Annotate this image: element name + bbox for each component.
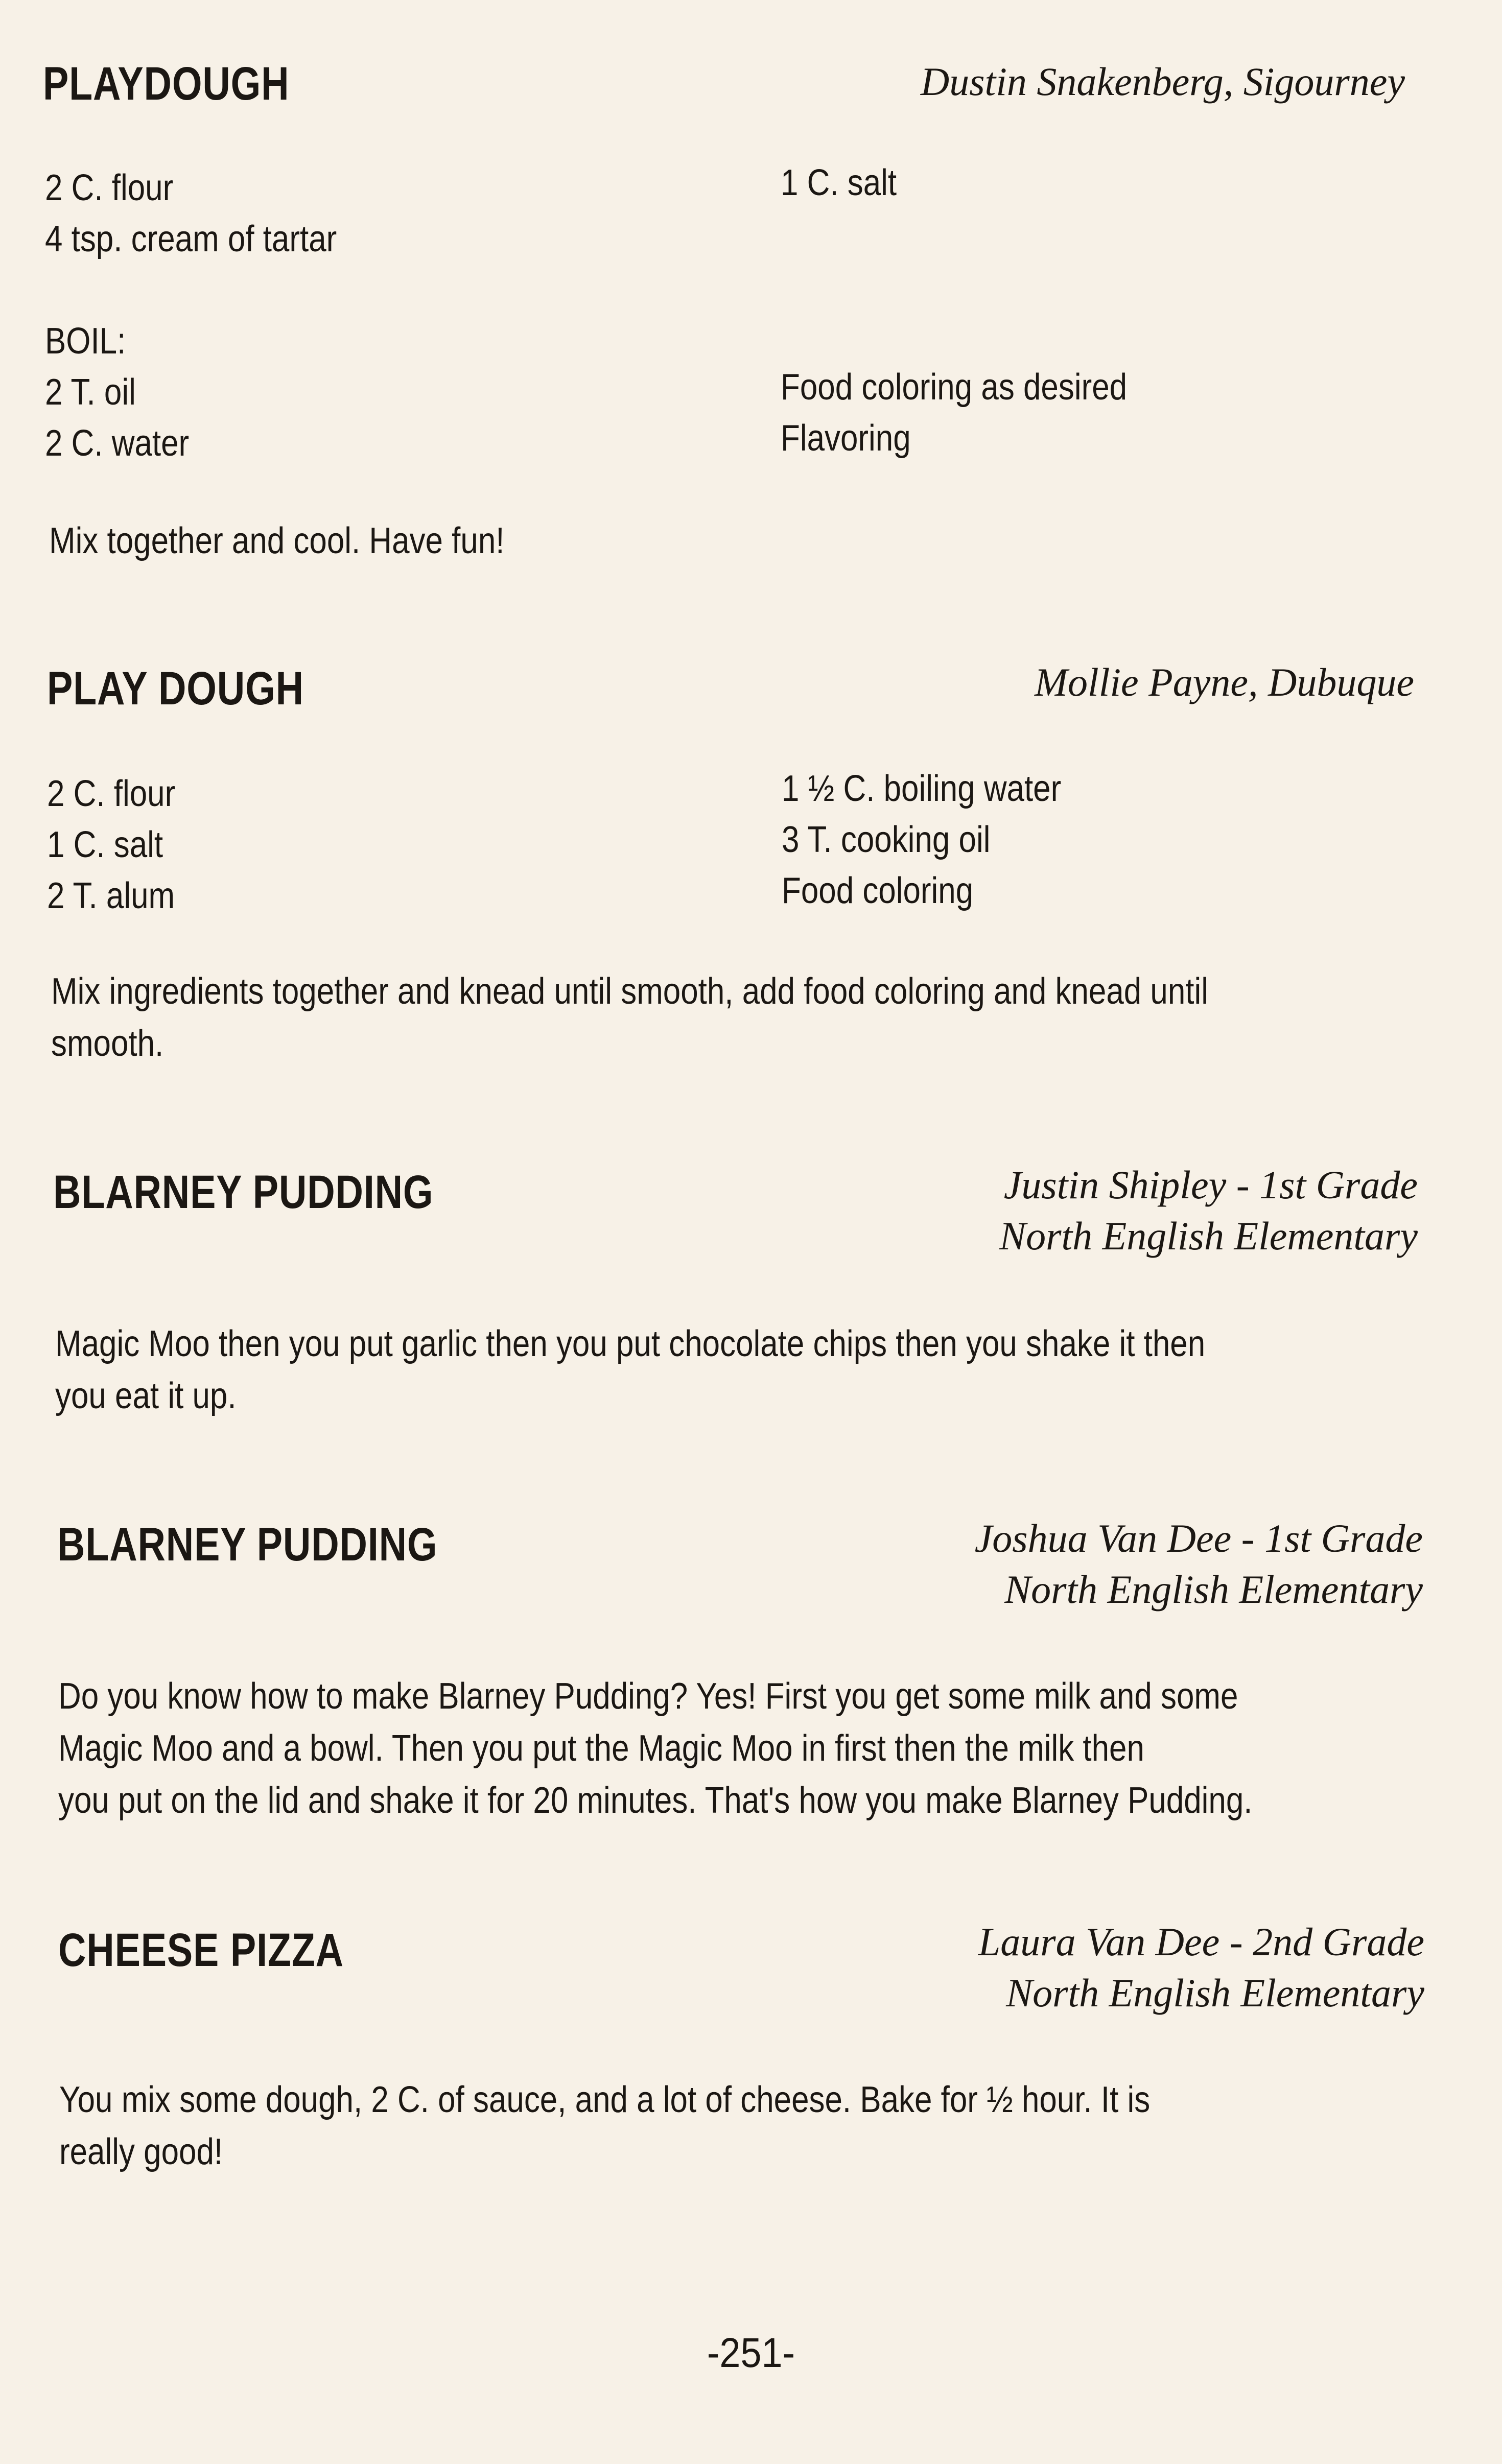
instruction-line: Magic Moo then you put garlic then you put chocolate chips then you shake it then bbox=[55, 1323, 1206, 1364]
ingredients-left bbox=[47, 768, 175, 921]
ingredient bbox=[781, 259, 1127, 311]
instruction-line: you put on the lid and shake it for 20 minutes. That's how you make Blarney Pudding. bbox=[58, 1780, 1253, 1821]
ingredient: 2 C. flour bbox=[45, 168, 174, 208]
recipe-instructions bbox=[49, 515, 504, 567]
recipe-instructions bbox=[59, 2074, 1150, 2178]
recipe-title: PLAY DOUGH bbox=[47, 662, 304, 715]
ingredient: Flavoring bbox=[781, 418, 911, 459]
author-line: Justin Shipley - 1st Grade bbox=[1003, 1163, 1418, 1207]
instruction-line: Magic Moo and a bowl. Then you put the Magic Moo in first then the milk then bbox=[58, 1728, 1144, 1769]
instruction-line: you eat it up. bbox=[55, 1376, 237, 1416]
recipe-author bbox=[921, 56, 1405, 107]
instruction-line: Do you know how to make Blarney Pudding? Yes! First you get some milk and some bbox=[58, 1676, 1238, 1717]
ingredient: 4 tsp. cream of tartar bbox=[45, 219, 337, 259]
ingredient: 1 C. salt bbox=[781, 162, 897, 203]
recipe-title: BLARNEY PUDDING bbox=[53, 1166, 434, 1218]
instruction-line: really good! bbox=[59, 2131, 223, 2172]
ingredient bbox=[781, 208, 1127, 259]
ingredient: 2 C. flour bbox=[47, 773, 176, 814]
recipe-author bbox=[975, 1513, 1423, 1615]
recipe-instructions bbox=[51, 965, 1208, 1070]
ingredient bbox=[781, 311, 1127, 362]
author-line: Dustin Snakenberg, Sigourney bbox=[920, 59, 1405, 104]
recipe-instructions bbox=[55, 1318, 1205, 1422]
author-line: Mollie Payne, Dubuque bbox=[1035, 660, 1414, 704]
author-line: Joshua Van Dee - 1st Grade bbox=[974, 1516, 1423, 1560]
recipe-author bbox=[1035, 657, 1414, 708]
recipe-author bbox=[999, 1159, 1418, 1262]
author-line: North English Elementary bbox=[1004, 1567, 1423, 1612]
author-line: North English Elementary bbox=[1006, 1971, 1424, 2015]
recipe-title: PLAYDOUGH bbox=[43, 58, 290, 110]
ingredient: 1 C. salt bbox=[47, 824, 163, 865]
ingredient: 3 T. cooking oil bbox=[782, 819, 991, 860]
ingredient: Food coloring as desired bbox=[781, 367, 1128, 408]
instruction-line: Mix ingredients together and knead until smooth, add food coloring and knead until bbox=[51, 971, 1209, 1012]
ingredient: 2 C. water bbox=[45, 423, 190, 464]
instruction-line: Mix together and cool. Have fun! bbox=[49, 520, 505, 561]
ingredients-right bbox=[781, 157, 1127, 464]
ingredients-right bbox=[782, 763, 1061, 916]
page-number: -251- bbox=[707, 2330, 795, 2376]
recipe-title: BLARNEY PUDDING bbox=[57, 1519, 438, 1571]
ingredients-left bbox=[45, 162, 337, 469]
ingredient: 1 ½ C. boiling water bbox=[782, 768, 1062, 809]
ingredient bbox=[45, 265, 337, 316]
recipe-title: CHEESE PIZZA bbox=[58, 1924, 344, 1976]
instruction-line: smooth. bbox=[51, 1023, 164, 1064]
ingredient: 2 T. alum bbox=[47, 875, 175, 916]
ingredient: 2 T. oil bbox=[45, 372, 136, 413]
ingredient-heading: BOIL: bbox=[45, 321, 126, 362]
author-line: North English Elementary bbox=[999, 1214, 1418, 1258]
recipe-author bbox=[978, 1916, 1424, 2019]
instruction-line: You mix some dough, 2 C. of sauce, and a lot of cheese. Bake for ½ hour. It is bbox=[59, 2079, 1151, 2120]
recipe-instructions bbox=[58, 1670, 1253, 1827]
author-line: Laura Van Dee - 2nd Grade bbox=[978, 1920, 1424, 1964]
ingredient: Food coloring bbox=[782, 870, 974, 911]
